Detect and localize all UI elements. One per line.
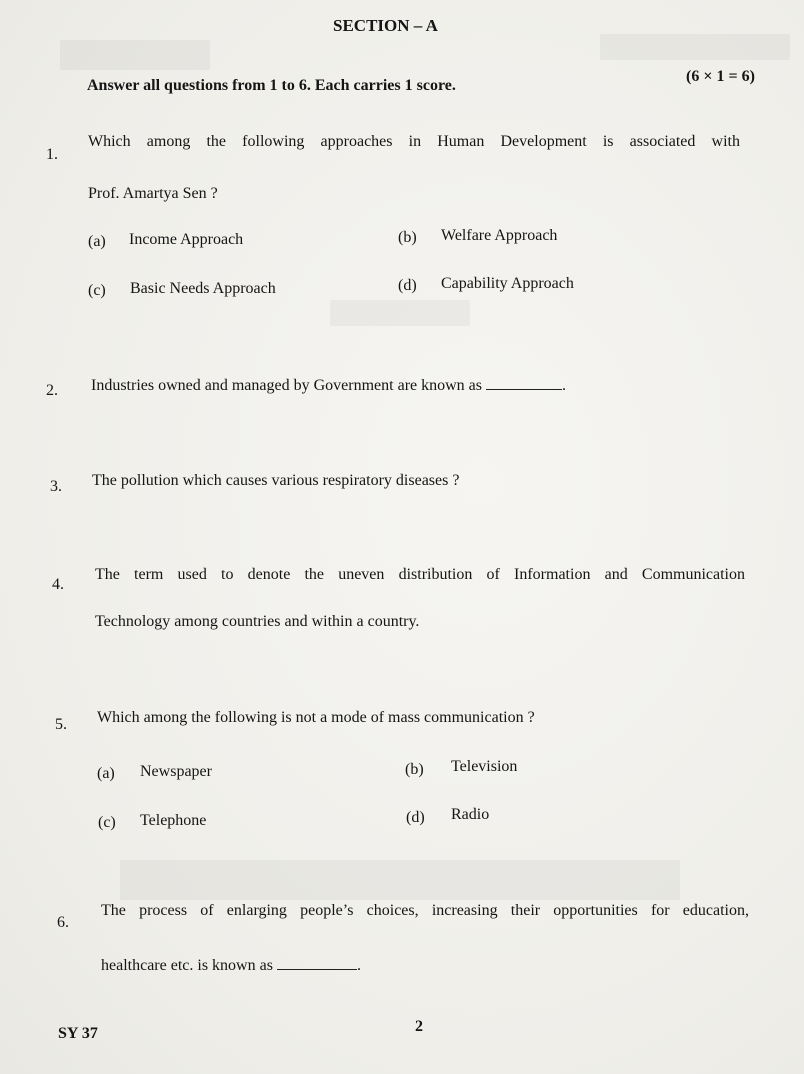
question-4-text-line1: The term used to denote the uneven distribution of Information and Communication: [95, 566, 745, 583]
question-6-text-line2: [101, 955, 361, 975]
section-score: (6 × 1 = 6): [686, 68, 755, 85]
question-5-number: 5.: [55, 716, 67, 733]
question-5-option-a-label: (a): [97, 765, 115, 782]
page-number: 2: [415, 1018, 423, 1035]
bleed-through-mark: [330, 300, 470, 326]
question-2-text-content: Industries owned and managed by Government are known as: [91, 377, 482, 394]
question-5-option-b-label: (b): [405, 761, 424, 778]
answer-blank: [277, 955, 357, 970]
question-6-text-content: healthcare etc. is known as: [101, 957, 273, 974]
question-1-option-a: Income Approach: [129, 231, 244, 248]
question-3-number: 3.: [50, 478, 62, 495]
question-6-text-end: .: [356, 957, 361, 974]
paper-code: SY 37: [58, 1025, 98, 1042]
bleed-through-mark: [60, 40, 210, 70]
question-5-text: Which among the following is not a mode of mass communication ?: [97, 709, 535, 726]
question-4-number: 4.: [52, 576, 64, 593]
question-6-number: 6.: [57, 914, 69, 931]
question-1-option-d: Capability Approach: [441, 275, 574, 292]
question-1-option-c-label: (c): [88, 282, 106, 299]
question-5-option-b: Television: [451, 758, 518, 775]
question-2-text: [91, 375, 566, 395]
question-1-option-b-label: (b): [398, 229, 417, 246]
question-1-text-line2: Prof. Amartya Sen ?: [88, 185, 218, 202]
question-5-option-a: Newspaper: [140, 763, 212, 780]
bleed-through-mark: [600, 34, 790, 60]
question-4-text-line2: Technology among countries and within a country.: [95, 613, 420, 630]
question-6-text-line1: The process of enlarging people’s choices, increasing their opportunities for education,: [101, 902, 749, 919]
question-1-number: 1.: [46, 146, 58, 163]
section-title: SECTION – A: [333, 16, 438, 35]
question-3-text: The pollution which causes various respiratory diseases ?: [92, 472, 460, 489]
section-instruction: Answer all questions from 1 to 6. Each carries 1 score.: [87, 77, 456, 94]
question-5-option-c: Telephone: [140, 812, 207, 829]
question-1-option-b: Welfare Approach: [441, 227, 558, 244]
question-5-option-d: Radio: [451, 806, 490, 823]
question-1-text-line1: Which among the following approaches in Human Development is associated with: [88, 133, 740, 150]
question-5-option-c-label: (c): [98, 814, 116, 831]
question-1-option-a-label: (a): [88, 233, 106, 250]
bleed-through-mark: [120, 860, 680, 900]
question-5-option-d-label: (d): [406, 809, 425, 826]
question-2-number: 2.: [46, 382, 58, 399]
question-2-text-end: .: [562, 377, 566, 394]
answer-blank: [486, 375, 562, 390]
question-1-option-c: Basic Needs Approach: [130, 280, 276, 297]
question-1-option-d-label: (d): [398, 277, 417, 294]
